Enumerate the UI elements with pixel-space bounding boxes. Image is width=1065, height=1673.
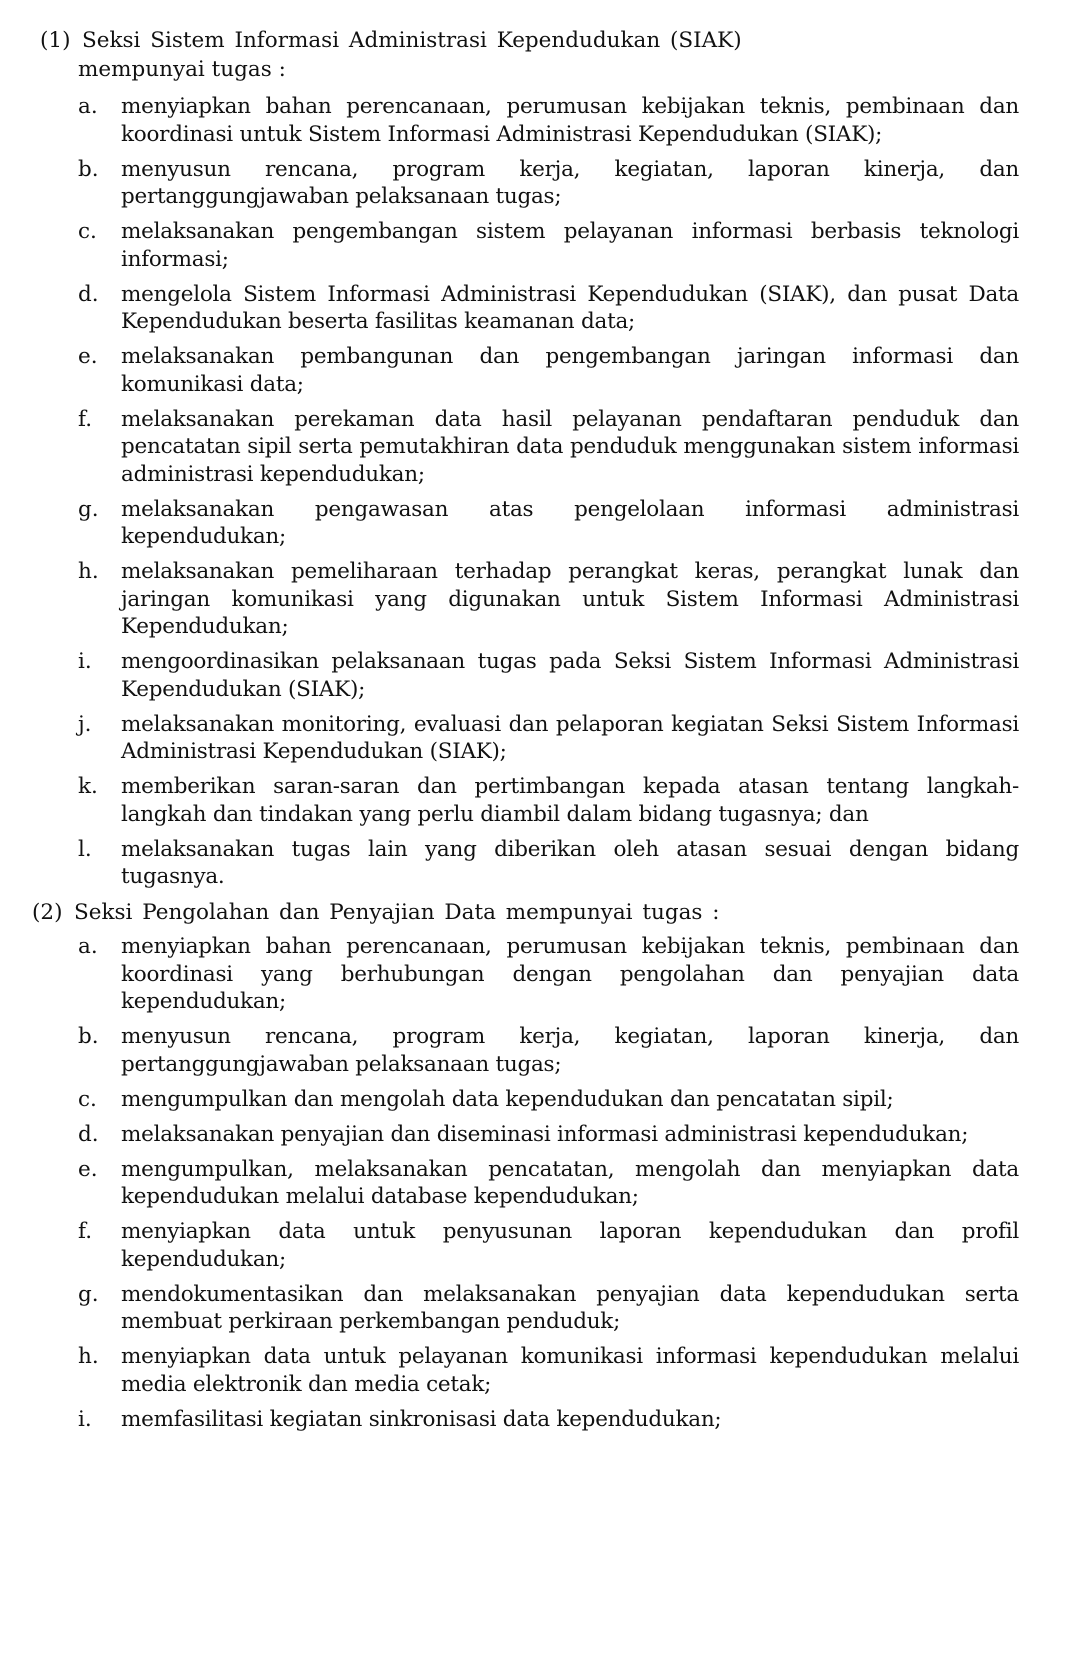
item-text: menyiapkan bahan perencanaan, perumusan kebijakan teknis, pembinaan dan koordinasi yang berhubungan dengan pengolahan dan penyajian data kependudukan; bbox=[121, 934, 1019, 1014]
task-list bbox=[40, 93, 1019, 891]
list-item bbox=[78, 281, 1019, 336]
list-item bbox=[78, 1406, 1019, 1434]
item-label: b. bbox=[78, 156, 99, 182]
section-title: Seksi Pengolahan dan Penyajian Data mempunyai tugas : bbox=[74, 900, 720, 925]
item-text: memberikan saran-saran dan pertimbangan kepada atasan tentang langkah-langkah dan tindakan yang perlu diambil dalam bidang tugasnya; dan bbox=[121, 774, 1019, 827]
list-item bbox=[78, 1086, 1019, 1114]
list-item bbox=[78, 343, 1019, 398]
section-number: (2) bbox=[32, 900, 63, 925]
item-text: menyusun rencana, program kerja, kegiatan, laporan kinerja, dan pertanggungjawaban pelaksanaan tugas; bbox=[121, 1024, 1019, 1077]
item-label: l. bbox=[78, 836, 92, 862]
item-label: h. bbox=[78, 559, 99, 584]
item-label: e. bbox=[78, 1156, 98, 1182]
item-label: f. bbox=[78, 406, 93, 432]
item-text: mengelola Sistem Informasi Administrasi Kependudukan (SIAK), dan pusat Data Kependudukan beserta fasilitas keamanan data; bbox=[121, 281, 1019, 334]
list-item bbox=[78, 406, 1019, 489]
item-text: menyiapkan data untuk pelayanan komunikasi informasi kependudukan melalui media elektronik dan media cetak; bbox=[121, 1344, 1019, 1397]
list-item bbox=[78, 1121, 1019, 1149]
item-text: menyiapkan data untuk penyusunan laporan kependudukan dan profil kependudukan; bbox=[121, 1219, 1019, 1272]
list-item bbox=[78, 773, 1019, 828]
list-item bbox=[78, 1156, 1019, 1211]
item-text: menyusun rencana, program kerja, kegiatan, laporan kinerja, dan pertanggungjawaban pelaksanaan tugas; bbox=[121, 156, 1019, 209]
list-item bbox=[78, 648, 1019, 703]
item-text: menyiapkan bahan perencanaan, perumusan kebijakan teknis, pembinaan dan koordinasi untuk Sistem Informasi Administrasi Kependudukan (SIAK); bbox=[121, 94, 1019, 147]
item-text: melaksanakan pengembangan sistem pelayanan informasi berbasis teknologi informasi; bbox=[121, 219, 1019, 272]
item-text: melaksanakan pembangunan dan pengembangan jaringan informasi dan komunikasi data; bbox=[121, 344, 1019, 397]
list-item bbox=[78, 558, 1019, 641]
item-text: melaksanakan monitoring, evaluasi dan pelaporan kegiatan Seksi Sistem Informasi Administrasi Kependudukan (SIAK); bbox=[121, 711, 1019, 764]
item-label: e. bbox=[78, 344, 98, 369]
item-label: b. bbox=[78, 1024, 99, 1049]
item-label: h. bbox=[78, 1344, 99, 1369]
section-title: Seksi Sistem Informasi Administrasi Kependudukan (SIAK) bbox=[82, 28, 742, 53]
list-item bbox=[78, 496, 1019, 551]
item-label: i. bbox=[78, 1406, 92, 1432]
item-text: mendokumentasikan dan melaksanakan penyajian data kependudukan serta membuat perkiraan perkembangan penduduk; bbox=[121, 1281, 1019, 1334]
list-item bbox=[78, 836, 1019, 891]
item-text: melaksanakan perekaman data hasil pelayanan pendaftaran penduduk dan pencatatan sipil serta pemutakhiran data penduduk menggunakan sistem informasi administrasi kependudukan; bbox=[121, 406, 1019, 487]
item-label: g. bbox=[78, 1281, 99, 1307]
section-heading bbox=[40, 26, 1019, 55]
section-title-continuation: mempunyai tugas : bbox=[78, 57, 286, 82]
item-label: i. bbox=[78, 649, 92, 674]
item-text: mengoordinasikan pelaksanaan tugas pada Seksi Sistem Informasi Administrasi Kependudukan (SIAK); bbox=[121, 649, 1019, 702]
item-text: mengumpulkan dan mengolah data kependudukan dan pencatatan sipil; bbox=[121, 1086, 894, 1112]
section-siak bbox=[40, 26, 1019, 891]
item-label: a. bbox=[78, 94, 98, 119]
item-text: melaksanakan tugas lain yang diberikan oleh atasan sesuai dengan bidang tugasnya. bbox=[121, 836, 1019, 889]
item-label: f. bbox=[78, 1219, 93, 1244]
list-item bbox=[78, 933, 1019, 1016]
item-text: melaksanakan penyajian dan diseminasi informasi administrasi kependudukan; bbox=[121, 1121, 969, 1147]
list-item bbox=[78, 218, 1019, 273]
item-label: d. bbox=[78, 1121, 99, 1147]
item-label: d. bbox=[78, 281, 99, 307]
section-heading bbox=[32, 898, 1019, 927]
item-label: g. bbox=[78, 496, 99, 522]
section-pengolahan-penyajian-data bbox=[32, 898, 1019, 1433]
list-item bbox=[78, 156, 1019, 211]
list-item bbox=[78, 711, 1019, 766]
section-number: (1) bbox=[40, 28, 71, 53]
item-label: k. bbox=[78, 774, 98, 799]
item-text: melaksanakan pengawasan atas pengelolaan informasi administrasi kependudukan; bbox=[121, 496, 1019, 549]
item-label: j. bbox=[78, 711, 92, 737]
list-item bbox=[78, 1343, 1019, 1398]
list-item bbox=[78, 1023, 1019, 1078]
item-text: memfasilitasi kegiatan sinkronisasi data kependudukan; bbox=[121, 1406, 722, 1432]
item-label: c. bbox=[78, 219, 97, 244]
list-item bbox=[78, 1218, 1019, 1273]
task-list bbox=[32, 933, 1019, 1433]
item-text: mengumpulkan, melaksanakan pencatatan, mengolah dan menyiapkan data kependudukan melalui database kependudukan; bbox=[121, 1156, 1019, 1209]
list-item bbox=[78, 1281, 1019, 1336]
list-item bbox=[78, 93, 1019, 148]
item-label: c. bbox=[78, 1086, 97, 1112]
item-text: melaksanakan pemeliharaan terhadap perangkat keras, perangkat lunak dan jaringan komunikasi yang digunakan untuk Sistem Informasi Administrasi Kependudukan; bbox=[121, 559, 1019, 639]
item-label: a. bbox=[78, 934, 98, 959]
